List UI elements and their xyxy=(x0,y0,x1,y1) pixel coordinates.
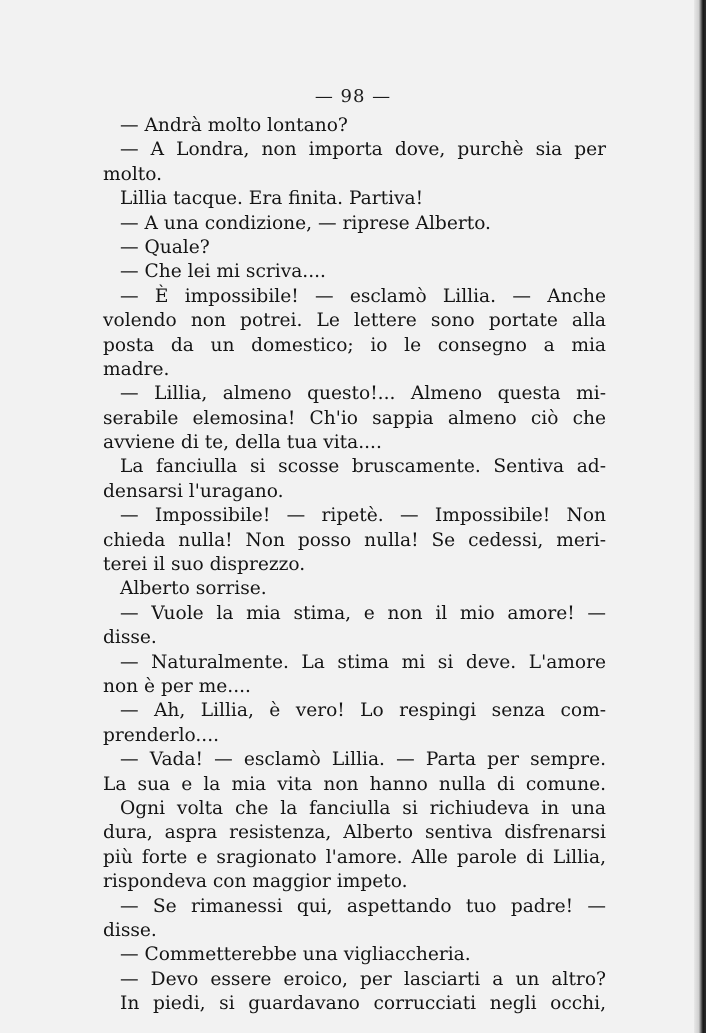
text-line: non è per me.... xyxy=(103,675,251,697)
text-line: — Lillia, almeno questo!... Almeno questa mi- xyxy=(120,383,606,405)
text-line: Ogni volta che la fanciulla si richiudeva in una xyxy=(120,797,606,819)
text-line: disse. xyxy=(103,627,157,649)
text-line: — Commetterebbe una vigliaccheria. xyxy=(120,944,471,966)
text-line: — A una condizione, — riprese Alberto. xyxy=(120,212,491,234)
text-line: densarsi l'uragano. xyxy=(103,480,284,502)
text-line: rispondeva con maggior impeto. xyxy=(103,871,408,893)
text-line: — Devo essere eroico, per lasciarti a un altro? xyxy=(120,968,606,990)
text-line: — Andrà molto lontano? xyxy=(120,115,348,136)
text-line: più forte e sragionato l'amore. Alle parole di Lillia, xyxy=(103,846,606,868)
text-line: — A Londra, non importa dove, purchè sia per xyxy=(120,139,606,161)
text-line: — Che lei mi scriva.... xyxy=(120,261,326,283)
text-line: — È impossibile! — esclamò Lillia. — Anche xyxy=(120,285,606,307)
text-line: La sua e la mia vita non hanno nulla di comune. xyxy=(103,773,606,795)
text-line: — Se rimanessi qui, aspettando tuo padre! — xyxy=(120,895,606,917)
page-text xyxy=(103,114,606,1016)
text-line: — Quale? xyxy=(120,236,210,258)
page-edge-shadow xyxy=(694,0,706,1033)
text-line: terei il suo disprezzo. xyxy=(103,554,306,576)
text-line: — Impossibile! — ripetè. — Impossibile! Non xyxy=(120,505,606,527)
text-line: madre. xyxy=(103,358,170,380)
page-number: — 98 — xyxy=(314,86,392,107)
text-line: prenderlo.... xyxy=(103,724,220,746)
text-line: serabile elemosina! Ch'io sappia almeno ciò che xyxy=(103,407,606,429)
text-line: La fanciulla si scosse bruscamente. Sentiva ad- xyxy=(120,456,606,478)
text-line: posta da un domestico; io le consegno a mia xyxy=(103,334,606,356)
text-line: Alberto sorrise. xyxy=(120,578,267,600)
text-line: molto. xyxy=(103,163,163,185)
text-line: — Vada! — esclamò Lillia. — Parta per sempre. xyxy=(120,749,606,771)
text-line: — Ah, Lillia, è vero! Lo respingi senza com- xyxy=(120,700,606,722)
text-line: dura, aspra resistenza, Alberto sentiva disfrenarsi xyxy=(103,822,606,844)
text-line: Lillia tacque. Era finita. Partiva! xyxy=(120,188,424,210)
text-line: volendo non potrei. Le lettere sono portate alla xyxy=(103,310,606,332)
text-line: disse. xyxy=(103,919,157,941)
text-line: In piedi, si guardavano corrucciati negli occhi, xyxy=(120,993,606,1015)
text-line: — Naturalmente. La stima mi si deve. L'amore xyxy=(120,651,606,673)
text-line: chieda nulla! Non posso nulla! Se cedessi, meri- xyxy=(103,529,606,551)
text-line: — Vuole la mia stima, e non il mio amore! — xyxy=(120,602,606,624)
text-line: avviene di te, della tua vita.... xyxy=(103,432,382,454)
